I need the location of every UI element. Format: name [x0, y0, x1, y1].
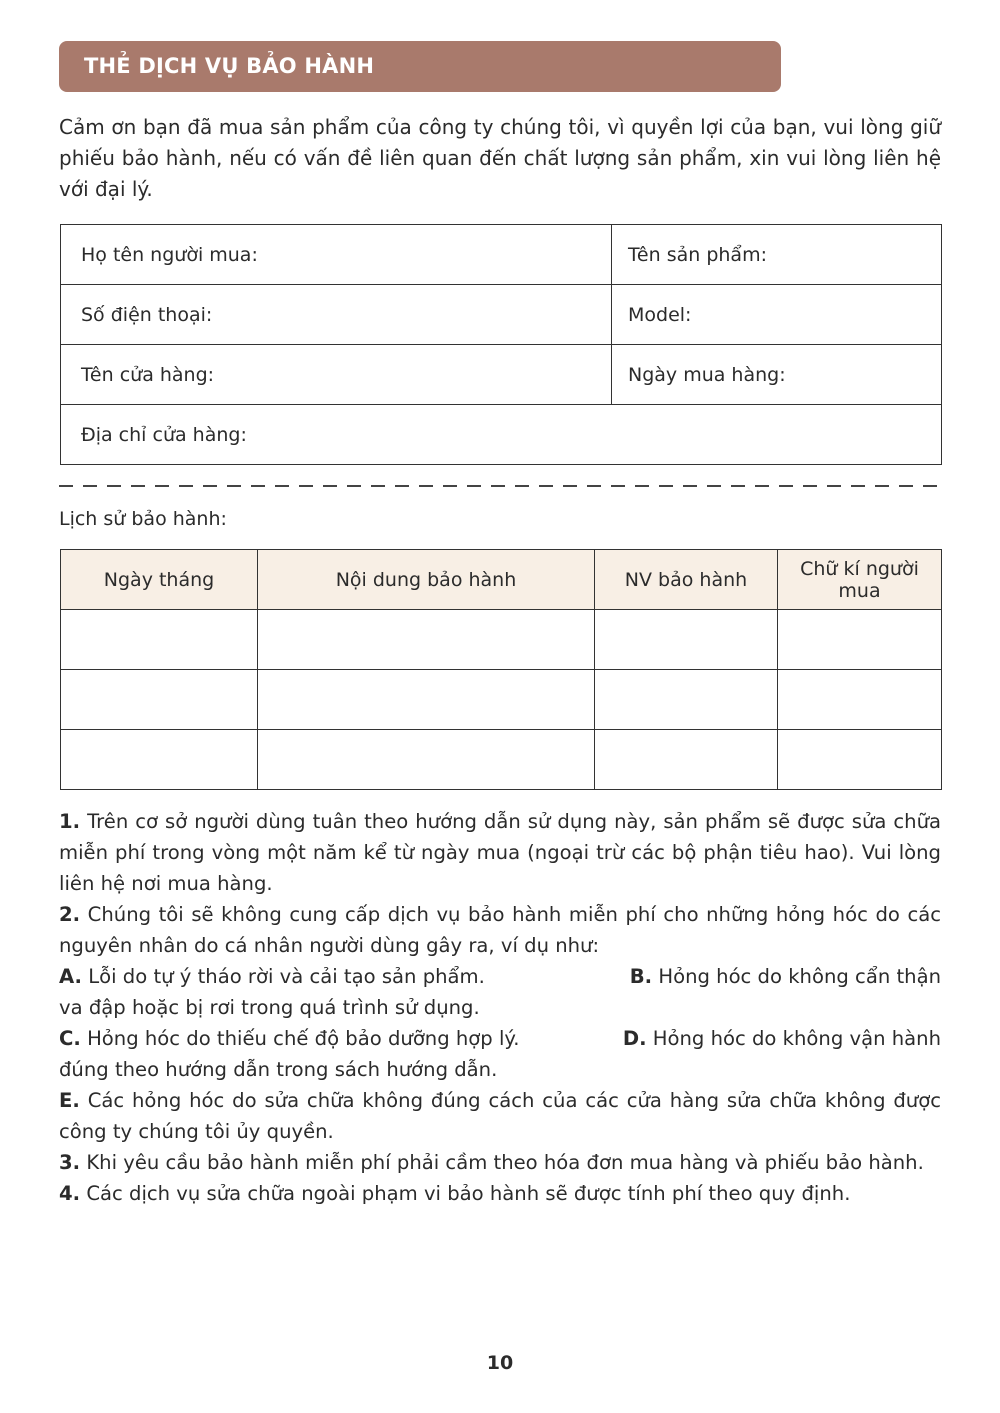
model-field[interactable]: Model:	[612, 285, 942, 345]
history-header-row	[61, 550, 942, 610]
table-row	[61, 730, 942, 790]
term-b	[630, 961, 941, 992]
table-row	[61, 610, 942, 670]
term-e	[59, 1085, 941, 1147]
header-date: Ngày tháng	[61, 550, 258, 610]
term-ab-row	[59, 961, 941, 992]
header-staff: NV bảo hành	[595, 550, 778, 610]
purchase-date-field[interactable]: Ngày mua hàng:	[612, 345, 942, 405]
term-key: B.	[629, 965, 653, 988]
header-signature: Chữ kí người mua	[778, 550, 942, 610]
history-cell[interactable]	[61, 610, 258, 670]
history-cell[interactable]	[258, 670, 595, 730]
term-2	[59, 899, 941, 961]
product-name-field[interactable]: Tên sản phẩm:	[612, 225, 942, 285]
term-text: Trên cơ sở người dùng tuân theo hướng dẫn sử dụng này, sản phẩm sẽ được sửa chữa miễn phí trong vòng một năm kể từ ngày mua (ngoại trừ các bộ phận tiêu hao). Vui lòng liên hệ nơi mua hàng.	[59, 810, 942, 895]
term-text: Các dịch vụ sửa chữa ngoài phạm vi bảo hành sẽ được tính phí theo quy định.	[86, 1182, 851, 1205]
page-title: THẺ DỊCH VỤ BẢO HÀNH	[59, 41, 781, 92]
term-c	[59, 1023, 519, 1054]
history-cell[interactable]	[258, 730, 595, 790]
history-cell[interactable]	[778, 610, 942, 670]
term-number: 3.	[59, 1151, 81, 1174]
history-cell[interactable]	[595, 610, 778, 670]
term-a	[59, 961, 485, 992]
history-cell[interactable]	[258, 610, 595, 670]
term-number: 4.	[59, 1182, 81, 1205]
term-4	[59, 1178, 941, 1209]
history-cell[interactable]	[61, 730, 258, 790]
term-3	[59, 1147, 941, 1178]
term-b-continued: va đập hoặc bị rơi trong quá trình sử dụng.	[59, 996, 480, 1019]
history-cell[interactable]	[595, 670, 778, 730]
term-d	[623, 1023, 941, 1054]
term-key: C.	[59, 1027, 81, 1050]
history-cell[interactable]	[595, 730, 778, 790]
customer-info-table	[60, 224, 942, 465]
warranty-terms	[59, 806, 941, 1209]
term-number: 2.	[59, 903, 81, 926]
history-label: Lịch sử bảo hành:	[59, 508, 227, 530]
term-text: Các hỏng hóc do sửa chữa không đúng cách của các cửa hàng sửa chữa không được công ty chúng tôi ủy quyền.	[59, 1089, 941, 1143]
buyer-name-field[interactable]: Họ tên người mua:	[61, 225, 612, 285]
page-number: 10	[486, 1352, 514, 1374]
store-address-field[interactable]: Địa chỉ cửa hàng:	[61, 405, 942, 465]
term-text: Chúng tôi sẽ không cung cấp dịch vụ bảo hành miễn phí cho những hỏng hóc do các nguyên nhân do cá nhân người dùng gây ra, ví dụ như:	[59, 903, 942, 957]
table-row	[61, 670, 942, 730]
term-text: Hỏng hóc do thiếu chế độ bảo dưỡng hợp lý.	[87, 1027, 520, 1050]
history-cell[interactable]	[778, 670, 942, 730]
term-1	[59, 806, 941, 899]
cut-line-divider	[59, 485, 941, 487]
term-text: Hỏng hóc do không vận hành	[652, 1027, 941, 1050]
warranty-history-table	[60, 549, 942, 790]
term-key: E.	[59, 1089, 80, 1112]
term-text: Khi yêu cầu bảo hành miễn phí phải cầm theo hóa đơn mua hàng và phiếu bảo hành.	[86, 1151, 924, 1174]
term-number: 1.	[59, 810, 81, 833]
history-cell[interactable]	[778, 730, 942, 790]
term-text: Hỏng hóc do không cẩn thận	[658, 965, 941, 988]
term-cd-row	[59, 1023, 941, 1054]
term-key: D.	[622, 1027, 647, 1050]
history-cell[interactable]	[61, 670, 258, 730]
intro-text: Cảm ơn bạn đã mua sản phẩm của công ty chúng tôi, vì quyền lợi của bạn, vui lòng giữ phiếu bảo hành, nếu có vấn đề liên quan đến chất lượng sản phẩm, xin vui lòng liên hệ với đại lý.	[59, 115, 941, 201]
term-key: A.	[59, 965, 82, 988]
term-d-continued: đúng theo hướng dẫn trong sách hướng dẫn.	[59, 1058, 498, 1081]
header-content: Nội dung bảo hành	[258, 550, 595, 610]
store-name-field[interactable]: Tên cửa hàng:	[61, 345, 612, 405]
phone-field[interactable]: Số điện thoại:	[61, 285, 612, 345]
term-text: Lỗi do tự ý tháo rời và cải tạo sản phẩm.	[88, 965, 485, 988]
